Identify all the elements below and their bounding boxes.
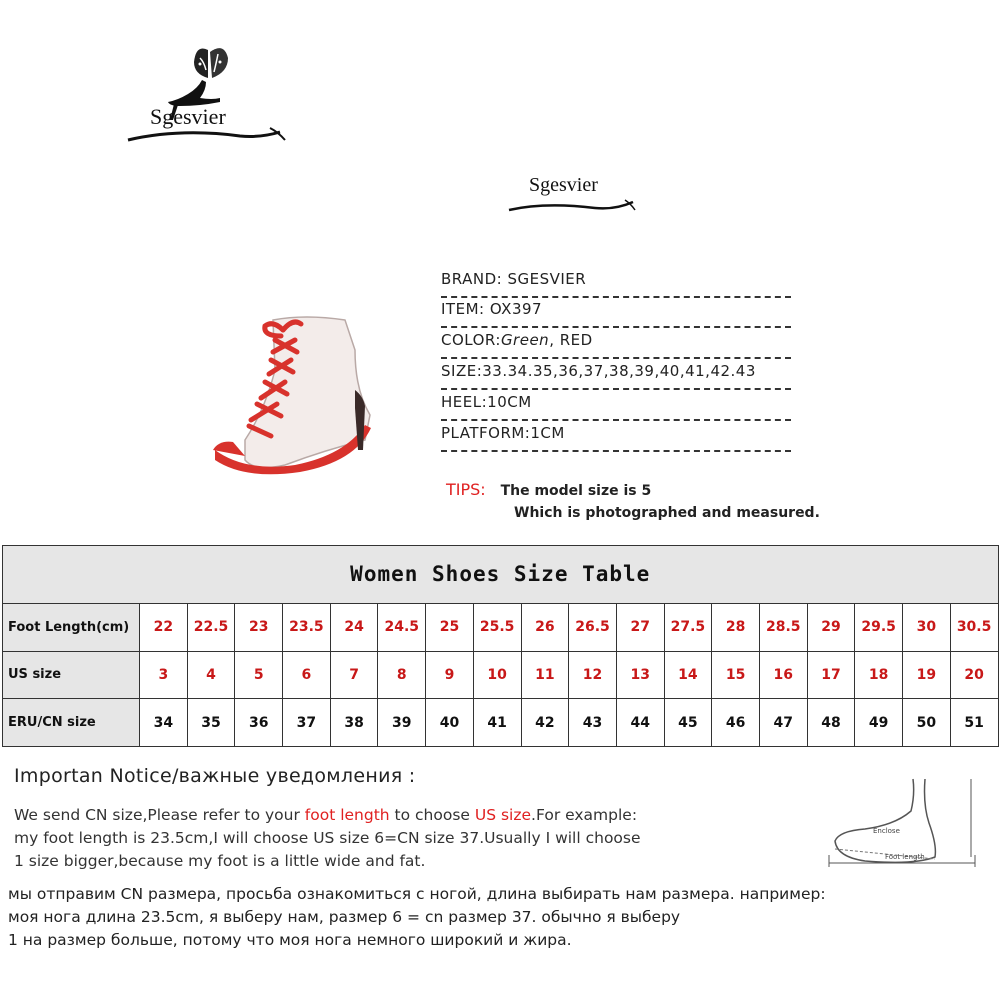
brand-logo-large <box>120 40 290 160</box>
notice-en-line1: We send CN size,Please refer to your foot length to choose US size.For example: <box>14 806 638 824</box>
foot-measure-diagram <box>825 775 985 875</box>
size-table-cell: 48 <box>807 699 855 747</box>
size-table-cell: 23 <box>235 603 283 651</box>
size-table-row-label: ERU/CN size <box>3 699 140 747</box>
size-table-cell: 28 <box>712 603 760 651</box>
size-table-cell: 42 <box>521 699 569 747</box>
size-table-cell: 37 <box>283 699 331 747</box>
size-table-cell: 18 <box>855 651 903 699</box>
size-table-cell: 3 <box>140 651 188 699</box>
size-table-cell: 17 <box>807 651 855 699</box>
size-table-cell: 12 <box>569 651 617 699</box>
size-table-cell: 29 <box>807 603 855 651</box>
size-table-cell: 30 <box>903 603 951 651</box>
size-table-cell: 51 <box>950 699 998 747</box>
size-table-cell: 16 <box>759 651 807 699</box>
size-table-cell: 14 <box>664 651 712 699</box>
spec-color: COLOR:Green, RED <box>441 327 791 359</box>
notice-en-line3: 1 size bigger,because my foot is a little wide and fat. <box>14 852 426 870</box>
size-table-cell: 41 <box>473 699 521 747</box>
size-table-cell: 36 <box>235 699 283 747</box>
size-table-cell: 46 <box>712 699 760 747</box>
size-table-cell: 27.5 <box>664 603 712 651</box>
size-table <box>2 545 999 747</box>
spec-platform: PLATFORM:1CM <box>441 420 791 452</box>
spec-brand: BRAND: SGESVIER <box>441 266 791 298</box>
size-table-cell: 34 <box>140 699 188 747</box>
size-table-cell: 13 <box>616 651 664 699</box>
size-table-cell: 24.5 <box>378 603 426 651</box>
size-table-cell: 38 <box>330 699 378 747</box>
size-table-cell: 5 <box>235 651 283 699</box>
size-table-cell: 29.5 <box>855 603 903 651</box>
notice-ru-line3: 1 на размер больше, потому что моя нога немного широкий и жира. <box>8 931 572 949</box>
spec-size: SIZE:33.34.35,36,37,38,39,40,41,42.43 <box>441 358 791 390</box>
tips <box>446 480 651 499</box>
size-table-row <box>3 603 999 651</box>
size-table-cell: 7 <box>330 651 378 699</box>
notice-en-text <box>14 804 641 873</box>
butterfly-heel-icon <box>120 40 290 160</box>
tips-line2: Which is photographed and measured. <box>514 505 820 521</box>
brand-logo-small <box>505 172 640 222</box>
size-table-row-label: Foot Length(cm) <box>3 603 140 651</box>
size-table-row-label: US size <box>3 651 140 699</box>
size-table-cell: 49 <box>855 699 903 747</box>
size-table-cell: 26.5 <box>569 603 617 651</box>
size-table-cell: 30.5 <box>950 603 998 651</box>
notice-ru-text <box>8 883 826 952</box>
notice-ru-line1: мы отправим CN размера, просьба ознакомиться с ногой, длина выбирать нам размера. например: <box>8 885 826 903</box>
size-table-cell: 35 <box>187 699 235 747</box>
spec-item: ITEM: OX397 <box>441 296 791 328</box>
size-table-cell: 8 <box>378 651 426 699</box>
size-table-cell: 10 <box>473 651 521 699</box>
size-table-cell: 24 <box>330 603 378 651</box>
size-table-cell: 26 <box>521 603 569 651</box>
foot-length-label: Foot length <box>885 853 925 861</box>
size-table-cell: 39 <box>378 699 426 747</box>
size-table-cell: 44 <box>616 699 664 747</box>
size-table-cell: 47 <box>759 699 807 747</box>
size-table-cell: 27 <box>616 603 664 651</box>
size-table-cell: 4 <box>187 651 235 699</box>
size-table-cell: 20 <box>950 651 998 699</box>
size-table-cell: 50 <box>903 699 951 747</box>
notice-en-line2: my foot length is 23.5cm,I will choose US size 6=CN size 37.Usually I will choose <box>14 829 641 847</box>
size-table-cell: 19 <box>903 651 951 699</box>
brand-logo-text-small: Sgesvier <box>529 174 598 196</box>
size-table-cell: 45 <box>664 699 712 747</box>
size-table-cell: 25.5 <box>473 603 521 651</box>
tips-label: TIPS: <box>446 480 486 499</box>
size-table-row <box>3 699 999 747</box>
notice-title: Importan Notice/важные уведомления : <box>14 765 416 787</box>
size-table-title: Women Shoes Size Table <box>3 546 999 604</box>
shoe-illustration <box>205 290 430 480</box>
size-table-cell: 25 <box>426 603 474 651</box>
size-table-row <box>3 651 999 699</box>
size-table-cell: 22.5 <box>187 603 235 651</box>
size-table-cell: 9 <box>426 651 474 699</box>
notice-ru-line2: моя нога длина 23.5cm, я выберу нам, размер 6 = cn размер 37. обычно я выберу <box>8 908 681 926</box>
size-table-cell: 15 <box>712 651 760 699</box>
tips-line1: The model size is 5 <box>500 483 652 499</box>
brand-logo-text: Sgesvier <box>150 104 226 129</box>
size-table-cell: 22 <box>140 603 188 651</box>
product-image <box>205 290 430 480</box>
foot-enclose-label: Enclose <box>873 827 900 835</box>
size-table-cell: 11 <box>521 651 569 699</box>
size-table-cell: 43 <box>569 699 617 747</box>
size-table-cell: 40 <box>426 699 474 747</box>
size-table-cell: 6 <box>283 651 331 699</box>
size-table-cell: 23.5 <box>283 603 331 651</box>
spec-heel: HEEL:10CM <box>441 389 791 421</box>
size-table-cell: 28.5 <box>759 603 807 651</box>
